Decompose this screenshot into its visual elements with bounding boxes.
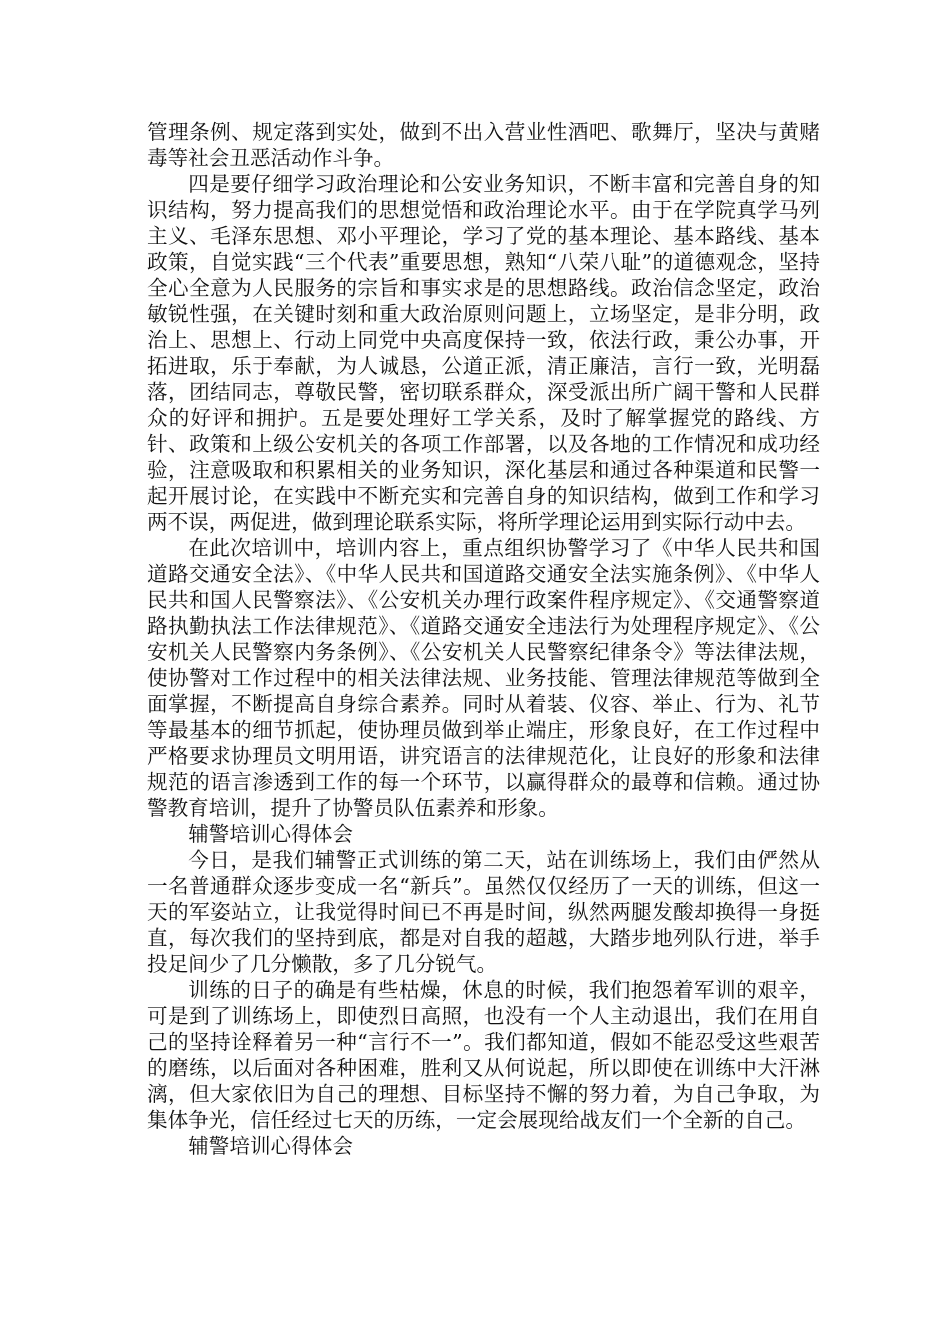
- paragraph-political-study: 四是要仔细学习政治理论和公安业务知识，不断丰富和完善自身的知识结构，努力提高我们的思想觉悟和政治理论水平。由于在学院真学马列主义、毛泽东思想、邓小平理论，学习了党的基本理论、基本路线、基本政策，自觉实践“三个代表”重要思想，熟知“八荣八耻”的道德观念，坚持全心全意为人民服务的宗旨和事实求是的思想路线。政治信念坚定，政治敏锐性强，在关键时刻和重大政治原则问题上，立场坚定，是非分明，政治上、思想上、行动上同党中央高度保持一致，依法行政，秉公办事，开拓进取，乐于奉献，为人诚恳，公道正派，清正廉洁，言行一致，光明磊落，团结同志，尊敬民警，密切联系群众，深受派出所广阔干警和人民群众的好评和拥护。五是要处理好工学关系，及时了解掌握党的路线、方针、政策和上级公安机关的各项工作部署，以及各地的工作情况和成功经验，注意吸取和积累相关的业务知识，深化基层和通过各种渠道和民警一起开展讨论，在实践中不断充实和完善自身的知识结构，做到工作和学习两不误，两促进，做到理论联系实际，将所学理论运用到实际行动中去。: [147, 172, 820, 534]
- section-heading: 辅警培训心得体会: [188, 822, 353, 846]
- paragraph-training-content: 在此次培训中，培训内容上，重点组织协警学习了《中华人民共和国道路交通安全法》、《中华人民共和国道路交通安全法实施条例》、《中华人民共和国人民警察法》、《公安机关办理行政案件程序规定》、《交通警察道路执勤执法工作法律规范》、《道路交通安全违法行为处理程序规定》、《公安机关人民警察内务条例》、《公安机关人民警察纪律条令》等法律法规，使协警对工作过程中的相关法律法规、业务技能、管理法律规范等做到全面掌握，不断提高自身综合素养。同时从着装、仪容、举止、行为、礼节等最基本的细节抓起，使协理员做到举止端庄，形象良好，在工作过程中严格要求协理员文明用语，讲究语言的法律规范化，让良好的形象和法律规范的语言渗透到工作的每一个环节，以赢得群众的最尊和信赖。通过协警教育培训，提升了协警员队伍素养和形象。: [147, 536, 820, 820]
- paragraph-training-hardship: 训练的日子的确是有些枯燥，休息的时候，我们抱怨着军训的艰辛，可是到了训练场上，即使烈日高照，也没有一个人主动退出，我们在用自己的坚持诠释着另一种“言行不一”。我们都知道，假如不能忍受这些艰苦的磨练，以后面对各种困难，胜利又从何说起，所以即使在训练中大汗淋漓，但大家依旧为自己的理想、目标坚持不懈的努力着，为自己争取，为集体争光，信任经过七天的历练，一定会展现给战友们一个全新的自己。: [147, 978, 820, 1132]
- paragraph-continuation: 管理条例、规定落到实处，做到不出入营业性酒吧、歌舞厅，坚决与黄赌毒等社会丑恶活动作斗争。: [147, 120, 820, 170]
- section-heading-repeat: 辅警培训心得体会: [188, 1134, 353, 1158]
- paragraph-training-day-two: 今日，是我们辅警正式训练的第二天，站在训练场上，我们由俨然从一名普通群众逐步变成一名“新兵”。虽然仅仅经历了一天的训练，但这一天的军姿站立，让我觉得时间已不再是时间，纵然两腿发酸却换得一身挺直，每次我们的坚持到底，都是对自我的超越，大踏步地列队行进，举手投足间少了几分懒散，多了几分锐气。: [147, 848, 820, 976]
- document-page: [147, 119, 820, 1159]
